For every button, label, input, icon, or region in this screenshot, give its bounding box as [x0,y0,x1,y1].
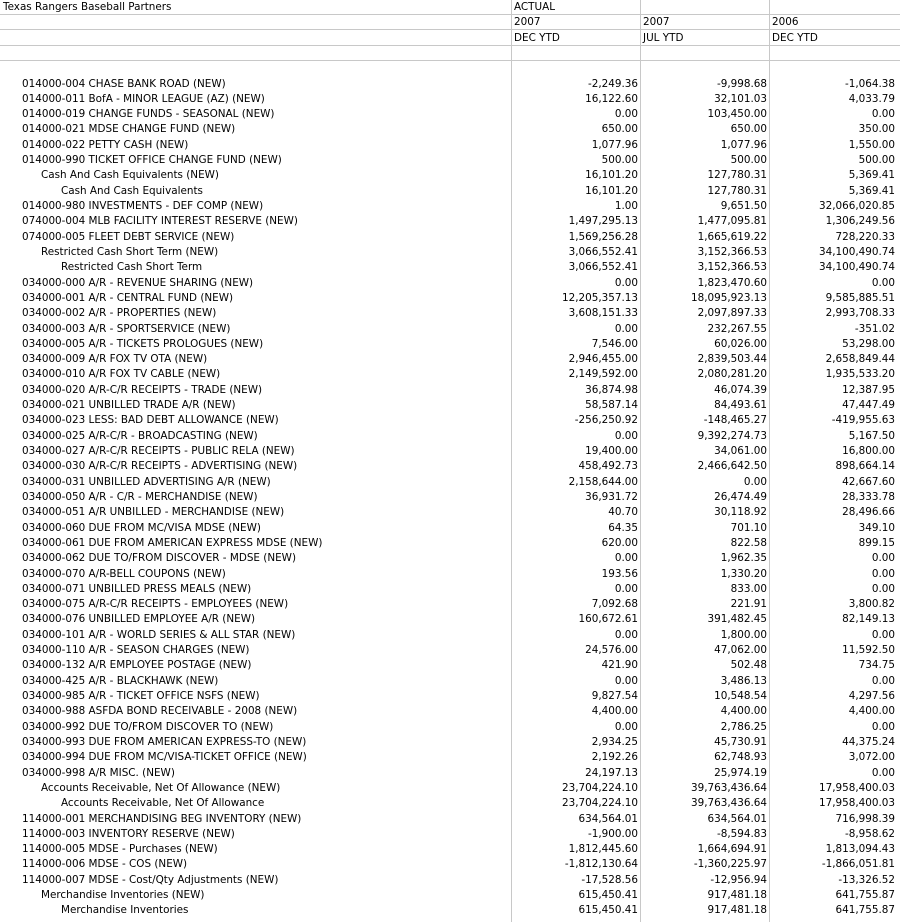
account-label: 034000-076 UNBILLED EMPLOYEE A/R (NEW) [22,613,256,626]
amount-cell: 620.00 [601,536,638,549]
amount-cell: 0.00 [614,429,638,442]
account-label: Accounts Receivable, Net Of Allowance (NEW) [41,781,281,794]
amount-cell: 502.48 [730,659,767,672]
amount-cell: 641,755.87 [835,904,895,917]
amount-cell: 641,755.87 [835,889,895,902]
amount-cell: 634,564.01 [578,812,638,825]
amount-cell: 716,998.39 [835,812,895,825]
amount-cell: 1,823,470.60 [697,276,767,289]
account-row [0,429,900,444]
account-label: 034000-985 A/R - TICKET OFFICE NSFS (NEW) [22,690,260,702]
amount-cell: 4,400.00 [720,705,767,718]
amount-cell: -256,250.92 [574,414,638,427]
account-row [0,322,900,337]
amount-cell: 458,492.73 [578,460,638,473]
account-label: Cash And Cash Equivalents [61,184,203,197]
amount-cell: 24,197.13 [585,766,638,779]
account-row [0,689,900,704]
amount-cell: 734.75 [858,659,895,672]
amount-cell: 7,092.68 [591,598,638,611]
amount-cell: 7,546.00 [591,337,638,350]
account-label: 034000-009 A/R FOX TV OTA (NEW) [22,353,208,366]
amount-cell: 0.00 [614,276,638,289]
amount-cell: 1,077.96 [720,138,767,151]
account-label: 034000-110 A/R - SEASON CHARGES (NEW) [22,644,250,657]
subtotal-row [0,245,900,260]
account-label: 034000-000 A/R - REVENUE SHARING (NEW) [22,276,254,289]
amount-cell: 5,369.41 [848,169,895,182]
account-label: 034000-070 A/R-BELL COUPONS (NEW) [22,567,226,580]
account-row [0,475,900,490]
account-label: 034000-003 A/R - SPORTSERVICE (NEW) [22,322,231,335]
account-label: 034000-994 DUE FROM MC/VISA-TICKET OFFICE (NEW) [22,751,307,764]
amount-cell: 193.56 [601,567,638,580]
amount-cell: 9,827.54 [591,690,638,702]
amount-cell: 0.00 [614,552,638,565]
amount-cell: 221.91 [730,598,767,611]
account-row [0,199,900,214]
account-label: 034000-002 A/R - PROPERTIES (NEW) [22,307,217,320]
account-label: Accounts Receivable, Net Of Allowance [61,797,265,810]
amount-cell: 4,033.79 [848,92,895,105]
amount-cell: 0.00 [871,582,895,595]
company-title: Texas Rangers Baseball Partners [3,1,172,13]
account-row [0,276,900,291]
account-label: 114000-006 MDSE - COS (NEW) [22,858,188,871]
amount-cell: -351.02 [854,322,895,335]
account-row [0,827,900,842]
amount-cell: 1,664,694.91 [697,843,767,856]
account-label: 034000-030 A/R-C/R RECEIPTS - ADVERTISING (NEW) [22,460,298,473]
amount-cell: 2,466,642.50 [697,460,767,473]
account-row [0,444,900,459]
amount-cell: 3,066,552.41 [568,261,638,274]
account-row [0,766,900,781]
account-label: 034000-005 A/R - TICKETS PROLOGUES (NEW) [22,337,264,350]
amount-cell: -13,326.52 [838,873,895,886]
amount-cell: 1,330.20 [720,567,767,580]
amount-cell: 1,665,619.22 [697,230,767,243]
amount-cell: 0.00 [871,552,895,565]
amount-cell: 917,481.18 [707,889,767,902]
amount-cell: 39,763,436.64 [690,781,767,794]
column-year: 2006 [772,16,799,28]
amount-cell: 62,748.93 [714,751,767,764]
grid-line [0,60,900,61]
account-row [0,643,900,658]
account-row [0,582,900,597]
amount-cell: 18,095,923.13 [690,291,767,304]
account-row [0,612,900,627]
amount-cell: 1.00 [614,200,638,212]
amount-cell: 28,496.66 [842,506,895,519]
amount-cell: 2,839,503.44 [697,353,767,366]
account-label: 034000-010 A/R FOX TV CABLE (NEW) [22,368,221,381]
amount-cell: 0.00 [614,108,638,121]
amount-cell: 899.15 [858,536,895,549]
amount-cell: -148,465.27 [703,414,767,427]
amount-cell: 701.10 [730,521,767,534]
account-row [0,306,900,321]
account-row [0,704,900,719]
amount-cell: 350.00 [858,123,895,136]
account-label: 034000-031 UNBILLED ADVERTISING A/R (NEW) [22,475,271,488]
account-label: 034000-988 ASFDA BOND RECEIVABLE - 2008 (NEW) [22,705,298,718]
amount-cell: 2,149,592.00 [568,368,638,381]
account-label: 114000-001 MERCHANDISING BEG INVENTORY (NEW) [22,812,302,825]
amount-cell: -419,955.63 [831,414,895,427]
account-row [0,107,900,122]
account-label: 114000-005 MDSE - Purchases (NEW) [22,843,218,856]
amount-cell: 500.00 [601,154,638,167]
amount-cell: 0.00 [614,674,638,687]
amount-cell: 2,946,455.00 [568,353,638,366]
account-label: Merchandise Inventories (NEW) [41,889,205,902]
amount-cell: 17,958,400.03 [818,797,895,810]
account-row [0,398,900,413]
account-label: 014000-011 BofA - MINOR LEAGUE (AZ) (NEW) [22,92,265,105]
account-row [0,812,900,827]
amount-cell: 16,800.00 [842,445,895,457]
amount-cell: 12,387.95 [842,383,895,396]
amount-cell: 47,447.49 [842,399,895,412]
amount-cell: 1,306,249.56 [825,215,895,228]
account-label: 034000-993 DUE FROM AMERICAN EXPRESS-TO (NEW) [22,735,307,748]
subtotal-row [0,260,900,275]
amount-cell: -12,956.94 [710,873,767,886]
amount-cell: 26,474.49 [714,490,767,503]
account-row [0,597,900,612]
amount-cell: 24,576.00 [585,644,638,657]
account-row [0,658,900,673]
account-label: 034000-425 A/R - BLACKHAWK (NEW) [22,674,219,687]
amount-cell: 0.00 [871,766,895,779]
account-label: 014000-004 CHASE BANK ROAD (NEW) [22,77,226,90]
subtotal-row [0,796,900,811]
amount-cell: 650.00 [730,123,767,136]
amount-cell: 82,149.13 [842,613,895,626]
amount-cell: 391,482.45 [707,613,767,626]
amount-cell: 36,874.98 [585,383,638,396]
amount-cell: 64.35 [608,521,638,534]
amount-cell: 650.00 [601,123,638,136]
amount-cell: 39,763,436.64 [690,797,767,810]
account-row [0,628,900,643]
account-row [0,567,900,582]
section-header: ACTUAL [514,1,556,13]
subtotal-row [0,903,900,918]
account-row [0,153,900,168]
account-row [0,536,900,551]
amount-cell: 3,152,366.53 [697,261,767,274]
amount-cell: 0.00 [614,322,638,335]
amount-cell: 16,101.20 [585,169,638,182]
amount-cell: 4,400.00 [591,705,638,718]
amount-cell: -1,064.38 [844,77,895,90]
account-label: 034000-101 A/R - WORLD SERIES & ALL STAR (NEW) [22,628,296,641]
amount-cell: 12,205,357.13 [561,291,638,304]
account-label: 034000-001 A/R - CENTRAL FUND (NEW) [22,291,234,304]
account-label: 034000-071 UNBILLED PRESS MEALS (NEW) [22,582,252,595]
column-period: DEC YTD [772,32,818,44]
account-row [0,214,900,229]
account-label: 034000-132 A/R EMPLOYEE POSTAGE (NEW) [22,659,252,672]
account-row [0,383,900,398]
account-row [0,505,900,520]
amount-cell: 0.00 [871,108,895,121]
amount-cell: 46,074.39 [714,383,767,396]
amount-cell: 3,152,366.53 [697,245,767,258]
amount-cell: 615,450.41 [578,889,638,902]
amount-cell: 1,962.35 [720,552,767,565]
amount-cell: 500.00 [730,154,767,167]
amount-cell: 9,651.50 [720,200,767,212]
amount-cell: -1,360,225.97 [693,858,767,871]
account-row [0,674,900,689]
amount-cell: 2,158,644.00 [568,475,638,488]
account-label: 014000-980 INVESTMENTS - DEF COMP (NEW) [22,200,264,212]
account-row [0,367,900,382]
amount-cell: 822.58 [730,536,767,549]
account-row [0,873,900,888]
column-period: JUL YTD [643,32,684,44]
amount-cell: 728,220.33 [835,230,895,243]
amount-cell: 2,192.26 [591,751,638,764]
amount-cell: 1,077.96 [591,138,638,151]
amount-cell: -8,594.83 [716,827,767,840]
amount-cell: 23,704,224.10 [561,797,638,810]
account-row [0,842,900,857]
amount-cell: 615,450.41 [578,904,638,917]
account-row [0,352,900,367]
amount-cell: 103,450.00 [707,108,767,121]
amount-cell: 0.00 [614,628,638,641]
amount-cell: 3,800.82 [848,598,895,611]
amount-cell: 833.00 [730,582,767,595]
amount-cell: 60,026.00 [714,337,767,350]
amount-cell: 25,974.19 [714,766,767,779]
account-label: Restricted Cash Short Term (NEW) [41,245,219,258]
account-label: 034000-075 A/R-C/R RECEIPTS - EMPLOYEES (NEW) [22,598,289,611]
amount-cell: 58,587.14 [585,399,638,412]
grid-line [0,45,900,46]
amount-cell: 898,664.14 [835,460,895,473]
amount-cell: 45,730.91 [714,735,767,748]
grid-line [0,29,900,30]
amount-cell: 3,486.13 [720,674,767,687]
amount-cell: 34,100,490.74 [818,261,895,274]
amount-cell: 16,101.20 [585,184,638,197]
account-row [0,77,900,92]
amount-cell: -9,998.68 [716,77,767,90]
account-row [0,92,900,107]
amount-cell: 9,392,274.73 [697,429,767,442]
amount-cell: 1,812,445.60 [568,843,638,856]
account-label: 034000-061 DUE FROM AMERICAN EXPRESS MDSE (NEW) [22,536,323,549]
amount-cell: -8,958.62 [844,827,895,840]
subtotal-row [0,888,900,903]
amount-cell: 127,780.31 [707,169,767,182]
amount-cell: -1,812,130.64 [564,858,638,871]
amount-cell: 40.70 [608,506,638,519]
account-row [0,291,900,306]
account-label: 034000-050 A/R - C/R - MERCHANDISE (NEW) [22,490,258,503]
amount-cell: 32,066,020.85 [818,200,895,212]
amount-cell: 28,333.78 [842,490,895,503]
amount-cell: 1,800.00 [720,628,767,641]
amount-cell: 19,400.00 [585,445,638,457]
amount-cell: 0.00 [614,582,638,595]
account-label: 014000-990 TICKET OFFICE CHANGE FUND (NEW) [22,154,282,167]
amount-cell: 2,080,281.20 [697,368,767,381]
amount-cell: 11,592.50 [842,644,895,657]
amount-cell: -2,249.36 [587,77,638,90]
account-label: 034000-998 A/R MISC. (NEW) [22,766,175,779]
account-label: 034000-020 A/R-C/R RECEIPTS - TRADE (NEW) [22,383,263,396]
account-row [0,490,900,505]
account-row [0,459,900,474]
amount-cell: 0.00 [871,628,895,641]
account-label: 074000-004 MLB FACILITY INTEREST RESERVE (NEW) [22,215,298,228]
amount-cell: 5,167.50 [848,429,895,442]
amount-cell: 30,118.92 [714,506,767,519]
column-year: 2007 [514,16,541,28]
account-label: 034000-060 DUE FROM MC/VISA MDSE (NEW) [22,521,261,534]
account-label: Cash And Cash Equivalents (NEW) [41,169,219,182]
amount-cell: 232,267.55 [707,322,767,335]
amount-cell: 917,481.18 [707,904,767,917]
amount-cell: 84,493.61 [714,399,767,412]
account-label: 014000-022 PETTY CASH (NEW) [22,138,189,151]
account-label: 014000-021 MDSE CHANGE FUND (NEW) [22,123,236,136]
account-label: 034000-992 DUE TO/FROM DISCOVER TO (NEW) [22,720,274,733]
amount-cell: 3,608,151.33 [568,307,638,320]
amount-cell: 500.00 [858,154,895,167]
amount-cell: 10,548.54 [714,690,767,702]
account-label: 114000-003 INVENTORY RESERVE (NEW) [22,827,235,840]
amount-cell: 349.10 [858,521,895,534]
account-row [0,521,900,536]
subtotal-row [0,168,900,183]
amount-cell: -1,866,051.81 [821,858,895,871]
amount-cell: 34,061.00 [714,445,767,457]
amount-cell: -1,900.00 [587,827,638,840]
account-row [0,138,900,153]
account-row [0,857,900,872]
amount-cell: 53,298.00 [842,337,895,350]
amount-cell: 1,550.00 [848,138,895,151]
amount-cell: 9,585,885.51 [825,291,895,304]
amount-cell: 42,667.60 [842,475,895,488]
account-row [0,337,900,352]
amount-cell: 127,780.31 [707,184,767,197]
amount-cell: 1,477,095.81 [697,215,767,228]
account-row [0,750,900,765]
account-row [0,551,900,566]
amount-cell: 0.00 [743,475,767,488]
amount-cell: 1,569,256.28 [568,230,638,243]
amount-cell: 5,369.41 [848,184,895,197]
amount-cell: 3,072.00 [848,751,895,764]
amount-cell: 1,935,533.20 [825,368,895,381]
amount-cell: 2,658,849.44 [825,353,895,366]
amount-cell: 421.90 [601,659,638,672]
amount-cell: 160,672.61 [578,613,638,626]
account-label: 034000-051 A/R UNBILLED - MERCHANDISE (NEW) [22,506,285,519]
account-table [0,77,900,919]
account-label: 034000-023 LESS: BAD DEBT ALLOWANCE (NEW) [22,414,279,427]
amount-cell: 2,993,708.33 [825,307,895,320]
amount-cell: 634,564.01 [707,812,767,825]
account-label: 034000-062 DUE TO/FROM DISCOVER - MDSE (NEW) [22,552,297,565]
account-label: 014000-019 CHANGE FUNDS - SEASONAL (NEW) [22,108,275,121]
account-row [0,720,900,735]
amount-cell: 2,786.25 [720,720,767,733]
amount-cell: 3,066,552.41 [568,245,638,258]
amount-cell: 17,958,400.03 [818,781,895,794]
account-label: 034000-021 UNBILLED TRADE A/R (NEW) [22,399,236,412]
amount-cell: 0.00 [871,276,895,289]
amount-cell: 1,497,295.13 [568,215,638,228]
amount-cell: 4,400.00 [848,705,895,718]
account-row [0,230,900,245]
amount-cell: 47,062.00 [714,644,767,657]
account-row [0,413,900,428]
amount-cell: 2,934.25 [591,735,638,748]
account-label: Restricted Cash Short Term [61,261,203,274]
account-label: 114000-007 MDSE - Cost/Qty Adjustments (NEW) [22,873,279,886]
column-period: DEC YTD [514,32,560,44]
amount-cell: 44,375.24 [842,735,895,748]
account-label: 034000-027 A/R-C/R RECEIPTS - PUBLIC RELA (NEW) [22,445,295,457]
amount-cell: 4,297.56 [848,690,895,702]
amount-cell: 0.00 [871,674,895,687]
amount-cell: 0.00 [871,720,895,733]
account-row [0,122,900,137]
amount-cell: 36,931.72 [585,490,638,503]
amount-cell: 0.00 [871,567,895,580]
subtotal-row [0,184,900,199]
amount-cell: 0.00 [614,720,638,733]
amount-cell: 2,097,897.33 [697,307,767,320]
account-label: 034000-025 A/R-C/R - BROADCASTING (NEW) [22,429,258,442]
amount-cell: 34,100,490.74 [818,245,895,258]
account-label: Merchandise Inventories [61,904,189,917]
subtotal-row [0,781,900,796]
column-year: 2007 [643,16,670,28]
account-row [0,735,900,750]
amount-cell: -17,528.56 [581,873,638,886]
amount-cell: 32,101.03 [714,92,767,105]
amount-cell: 23,704,224.10 [561,781,638,794]
amount-cell: 1,813,094.43 [825,843,895,856]
amount-cell: 16,122.60 [585,92,638,105]
account-label: 074000-005 FLEET DEBT SERVICE (NEW) [22,230,235,243]
